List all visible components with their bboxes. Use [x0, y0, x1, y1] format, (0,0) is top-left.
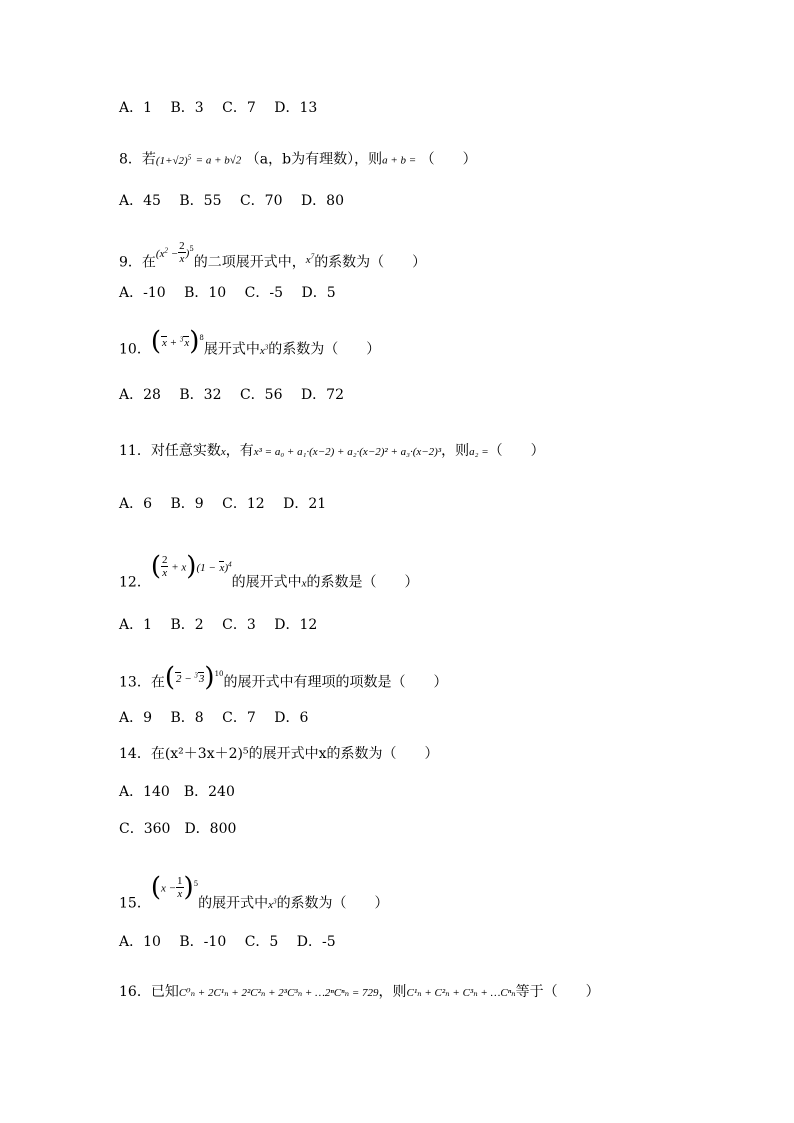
q12-var: x — [301, 577, 307, 590]
q11-ask: a₂ = — [469, 446, 489, 458]
q12-expression: ( $\frac{2}{x}$ + $x)(1 - x)^4$ — [150, 551, 232, 582]
q14-options-row2 — [119, 819, 250, 839]
q15-stem — [119, 872, 389, 916]
q14-option-a: A．140 — [119, 784, 170, 800]
q11-prefix: 11．对任意实数 — [119, 443, 221, 459]
q8-prefix: 8．若 — [119, 151, 156, 168]
q14-option-b: B．240 — [183, 784, 235, 800]
q15-option-d: D．-5 — [296, 934, 336, 950]
q12-option-c: C．3 — [222, 617, 256, 633]
q13-option-c: C．7 — [222, 710, 256, 726]
q8-paren: （ ） — [420, 151, 477, 168]
q10-expression: $(x + ^3x)^8$ — [150, 326, 204, 357]
q7-options — [119, 98, 331, 118]
q14-option-d: D．800 — [184, 821, 237, 837]
q16-text2: 等于（ ） — [515, 984, 600, 1000]
q9-option-c: C．-5 — [244, 285, 284, 301]
q12-option-a: A．1 — [119, 617, 153, 633]
q11-text: ，有 — [225, 443, 254, 459]
q13-expression: $(2 - ^33)^{10}$ — [164, 662, 224, 693]
q11-paren: （ ） — [488, 443, 545, 459]
q8-formula-rhs: = a + b√2 — [195, 154, 242, 167]
q12-option-b: B．2 — [170, 617, 204, 633]
q12-text: 的展开式中 — [231, 574, 302, 591]
q10-prefix: 10． — [119, 341, 151, 358]
q14-stem: 14．在(x²＋3x＋2)⁵的展开式中x的系数为（ ） — [119, 746, 439, 762]
q9-options — [119, 283, 350, 303]
q13-option-b: B．8 — [170, 710, 204, 726]
q10-options — [119, 385, 358, 405]
q8-options — [119, 191, 358, 211]
q10-stem — [119, 326, 381, 361]
q15-text: 的展开式中 — [198, 895, 269, 912]
q13-prefix: 13．在 — [119, 674, 165, 691]
q13-options — [119, 708, 322, 728]
q12-stem — [119, 551, 419, 595]
q11-options — [119, 494, 340, 514]
q9-prefix: 9．在 — [119, 254, 156, 271]
q9-term: x7 — [305, 252, 315, 266]
q11-option-a: A．6 — [119, 496, 153, 512]
q10-option-c: C．56 — [239, 387, 283, 403]
q8-condition: （a，b为有理数），则 — [245, 151, 383, 168]
q9-text: 的二项展开式中， — [193, 254, 306, 271]
q9-option-b: B．10 — [184, 285, 227, 301]
q11-option-d: D．21 — [283, 496, 327, 512]
q9-option-a: A．-10 — [119, 285, 166, 301]
q16-text: ，则 — [378, 984, 407, 1000]
q7-option-c: C．7 — [222, 100, 256, 116]
q11-var: x — [220, 446, 226, 458]
q13-option-d: D．6 — [274, 710, 309, 726]
q15-text2: 的系数为（ ） — [276, 895, 389, 912]
q16-formula2: C¹ₙ + C²ₙ + C³ₙ + …Cⁿₙ — [406, 987, 516, 999]
q12-text2: 的系数是（ ） — [306, 574, 419, 591]
q8-stem — [119, 147, 477, 171]
q12-options — [119, 615, 331, 635]
q15-options — [119, 932, 350, 952]
q10-term: $x^3$ — [259, 343, 269, 357]
q11-option-b: B．9 — [170, 496, 204, 512]
q15-term: $x^3$ — [268, 897, 277, 911]
q13-stem — [119, 662, 448, 694]
q9-expression: ($x^2$ − $\frac{2}{x}$ )$^5$ — [155, 240, 194, 266]
q11-formula: x³ = a₀ + a₁·(x−2) + a₂·(x−2)² + a₃·(x−2)³ — [253, 446, 442, 458]
q9-text2: 的系数为（ ） — [314, 254, 427, 271]
q8-formula-lhs: $(1+√2)^5$ — [155, 153, 192, 167]
q11-stem — [119, 441, 545, 462]
q16-prefix: 16．已知 — [119, 984, 179, 1000]
q12-prefix: 12． — [119, 574, 151, 591]
q14-option-c: C．360 — [119, 821, 171, 837]
q7-option-d: D．13 — [274, 100, 318, 116]
q15-option-c: C．5 — [244, 934, 279, 950]
q8-option-c: C．70 — [239, 193, 283, 209]
q9-stem — [119, 240, 427, 275]
q8-option-d: D．80 — [300, 193, 344, 209]
q15-option-b: B．-10 — [179, 934, 227, 950]
q16-stem — [119, 982, 600, 1003]
q16-formula: C⁰ₙ + 2C¹ₙ + 2²C²ₙ + 2³C³ₙ + …2ⁿCⁿₙ = 729 — [178, 987, 379, 999]
q13-text: 的展开式中有理项的项数是（ ） — [223, 674, 448, 691]
q10-option-d: D．72 — [300, 387, 344, 403]
q11-text2: ，则 — [441, 443, 470, 459]
q15-option-a: A．10 — [119, 934, 161, 950]
q8-option-a: A．45 — [119, 193, 161, 209]
q15-prefix: 15． — [119, 895, 151, 912]
q8-option-b: B．55 — [179, 193, 222, 209]
q10-text: 展开式中 — [203, 341, 260, 358]
q10-option-b: B．32 — [179, 387, 222, 403]
q10-text2: 的系数为（ ） — [268, 341, 381, 358]
q13-option-a: A．9 — [119, 710, 153, 726]
q9-option-d: D．5 — [301, 285, 336, 301]
q7-option-b: B．3 — [170, 100, 204, 116]
q11-option-c: C．12 — [222, 496, 265, 512]
q15-expression: (x − $\frac{1}{x}$ )$^5$ — [150, 872, 199, 903]
q7-option-a: A．1 — [119, 100, 153, 116]
q10-option-a: A．28 — [119, 387, 161, 403]
q12-option-d: D．12 — [274, 617, 318, 633]
q8-ask: a + b = — [382, 154, 417, 167]
q14-options-row1 — [119, 782, 249, 802]
